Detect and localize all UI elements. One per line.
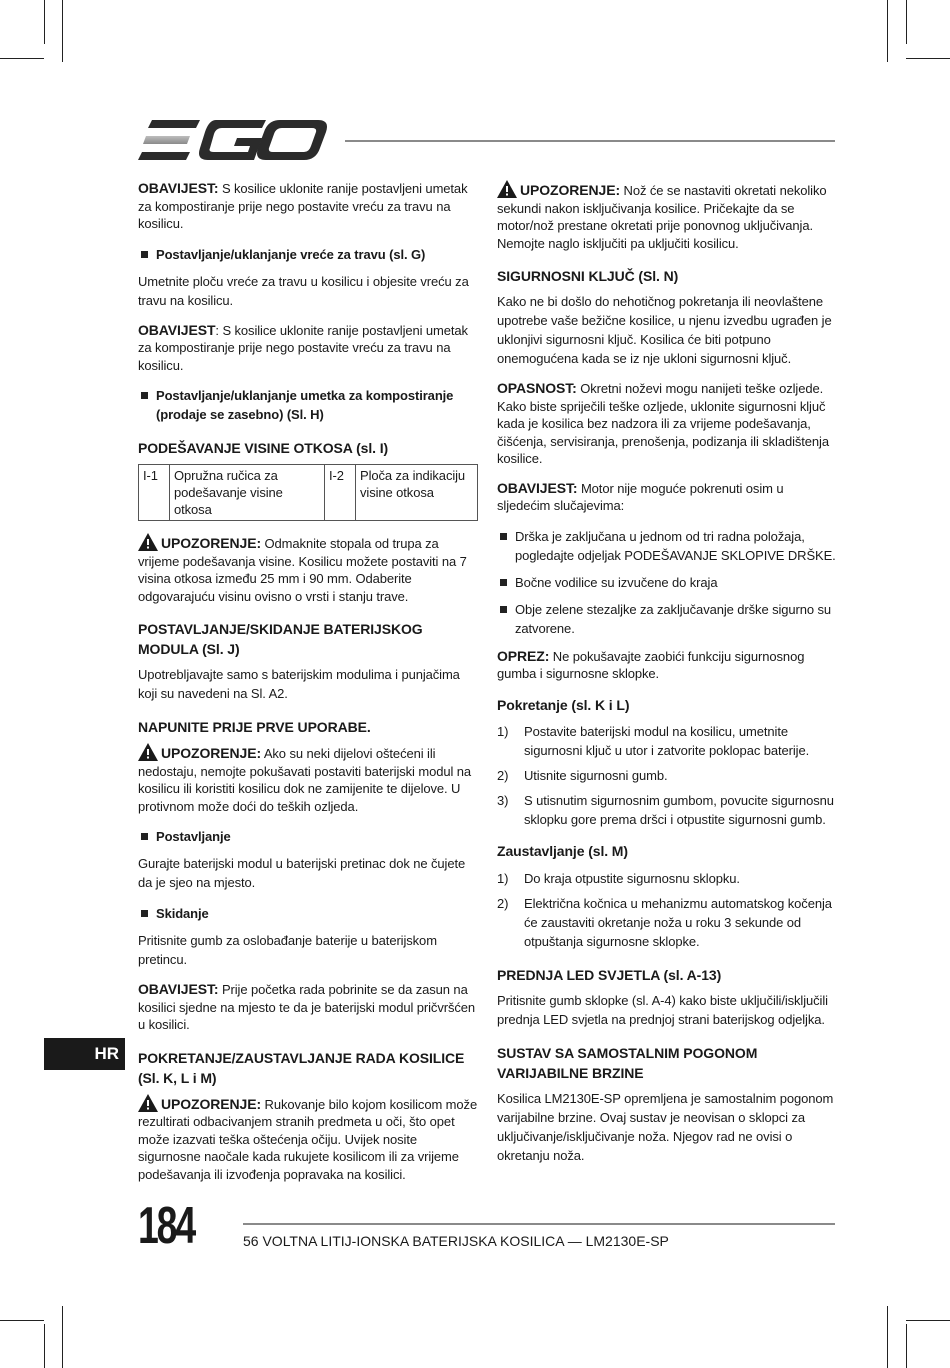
list-item: Obje zelene stezaljke za zaključavanje drške sigurno su zatvorene.	[497, 600, 837, 638]
footer-rule	[243, 1223, 835, 1225]
bullet-heading: Postavljanje/uklanjanje umetka za kompostiranje (prodaje se zasebno) (Sl. H)	[138, 386, 478, 424]
paragraph: Umetnite ploču vreće za travu u kosilicu i objesite vreću za travu na kosilicu.	[138, 273, 469, 308]
section-heading: SUSTAV SA SAMOSTALNIM POGONOM VARIJABILNE BRZINE	[497, 1044, 758, 1081]
warning-paragraph: UPOZORENJE: Odmaknite stopala od trupa za vrijeme podešavanja visine. Kosilicu možete postaviti na 7 visina otkosa između 25 mm i 90 mm. Odaberite odgovarajuću visinu ovisno o vrsti i stanju trave.	[138, 535, 467, 604]
notice-paragraph: OBAVIJEST: Motor nije moguće pokrenuti osim u sljedećim slučajevima:	[497, 479, 784, 513]
warning-icon	[138, 533, 158, 551]
crop-mark	[887, 0, 888, 62]
warning-icon	[138, 743, 158, 761]
paragraph: Kosilica LM2130E-SP opremljena je samostalnim pogonom varijabilne brzine. Ovaj sustav je neovisan o sklopci za uključivanje/isključivanje noža. Njegov rad ne ovisi o okretanju noža.	[497, 1090, 834, 1163]
list-item: 1) Postavite baterijski modul na kosilicu, umetnite sigurnosni ključ u utor i zatvorite poklopac baterije.	[497, 724, 810, 758]
ego-logo	[138, 118, 328, 162]
warning-icon	[138, 1094, 158, 1112]
paragraph: Kako ne bi došlo do nehotičnog pokretanja ili neovlaštene upotrebe vaše bežične kosilice, u njenu izvedbu ugrađen je uklonjivi sigurnosni ključ. Kosilica će biti potpuno onemogućena kada se iz nje ukloni sigurnosni ključ.	[497, 294, 832, 366]
section-heading: SIGURNOSNI KLJUČ (Sl. N)	[497, 268, 679, 284]
page-number: 184	[138, 1197, 194, 1255]
crop-mark	[0, 58, 44, 59]
section-heading: POSTAVLJANJE/SKIDANJE BATERIJSKOG MODULA (Sl. J)	[138, 621, 423, 657]
crop-mark	[44, 1324, 45, 1368]
danger-paragraph: OPASNOST: Okretni noževi mogu nanijeti teške ozljede. Kako biste spriječili teške ozljede, uklonite sigurnosni ključ kada je kosilica bez nadzora ili za vrijeme podešavanja, čišćenja, servisiranja, prenošenja, podizanja ili skladištenja kosilice.	[497, 380, 829, 466]
notice-paragraph: OBAVIJEST: S kosilice uklonite ranije postavljeni umetak za kompostiranje prije nego postavite vreću za travu na kosilicu.	[138, 321, 468, 373]
paragraph: Upotrebljavajte samo s baterijskim modulima i punjačima koji su navedeni na Sl. A2.	[138, 667, 460, 701]
crop-mark	[44, 0, 45, 44]
paragraph: Gurajte baterijski modul u baterijski pretinac dok ne čujete da je sjeo na mjesto.	[138, 856, 466, 890]
list-item: 2) Električna kočnica u mehanizmu automatskog kočenja će zaustaviti okretanje noža u roku 3 sekunde od otpuštanja sigurnosne sklopke.	[497, 895, 832, 949]
table-cell: I-1	[139, 465, 170, 521]
section-heading: POKRETANJE/ZAUSTAVLJANJE RADA KOSILICE (Sl. K, L i M)	[138, 1049, 465, 1086]
paragraph: Pritisnite gumb za oslobađanje baterije u baterijskom pretincu.	[138, 933, 437, 967]
crop-mark	[62, 0, 63, 62]
table-cell: Opružna ručica za podešavanje visine otkosa	[170, 465, 325, 521]
footer-text: 56 VOLTNA LITIJ-IONSKA BATERIJSKA KOSILICA — LM2130E-SP	[243, 1233, 669, 1249]
crop-mark	[906, 1320, 950, 1321]
list-item: Bočne vodilice su izvučene do kraja	[497, 573, 837, 592]
crop-mark	[62, 1306, 63, 1368]
paragraph: Pritisnite gumb sklopke (sl. A-4) kako biste uključili/isključili prednja LED svjetla na prednjoj strani baterijskog odjeljka.	[497, 992, 828, 1027]
crop-mark	[887, 1306, 888, 1368]
section-heading: PODEŠAVANJE VISINE OTKOSA (sl. I)	[138, 440, 389, 456]
list-item: 1) Do kraja otpustite sigurnosnu sklopku.	[497, 870, 740, 886]
notice-paragraph: OBAVIJEST: S kosilice uklonite ranije postavljeni umetak za kompostiranje prije nego postavite vreću za travu na kosilicu.	[138, 180, 468, 231]
subsection-heading: Zaustavljanje (sl. M)	[497, 843, 628, 859]
section-heading: PREDNJA LED SVJETLA (sl. A-13)	[497, 966, 722, 983]
bullet-heading: Postavljanje	[138, 827, 478, 846]
right-column	[497, 180, 837, 1177]
table-cell: Ploča za indikaciju visine otkosa	[356, 465, 478, 521]
list-item: 2) Utisnite sigurnosni gumb.	[497, 768, 668, 783]
left-column	[138, 180, 478, 1195]
bullet-heading: Postavljanje/uklanjanje vreće za travu (sl. G)	[138, 245, 478, 264]
crop-mark	[906, 1324, 907, 1368]
notice-paragraph: OBAVIJEST: Prije početka rada pobrinite se da zasun na kosilici sjedne na mjesto te da je baterijski modul pričvršćen u kosilici.	[138, 981, 476, 1032]
crop-mark	[906, 58, 950, 59]
language-tab: HR	[44, 1038, 125, 1070]
header-rule	[345, 140, 835, 142]
crop-mark	[0, 1320, 44, 1321]
subsection-heading: Pokretanje (sl. K i L)	[497, 696, 630, 713]
list-item: Drška je zaključana u jednom od tri radna položaja, pogledajte odjeljak PODEŠAVANJE SKLOPIVE DRŠKE.	[497, 527, 837, 565]
section-heading: NAPUNITE PRIJE PRVE UPORABE.	[138, 719, 371, 735]
warning-paragraph: UPOZORENJE: Ako su neki dijelovi oštećeni ili nedostaju, nemojte pokušavati postaviti baterijski modul na kosilicu ili koristiti kosilicu dok ne zamijenite te dijelove. U protivnom može doći do teških ozljeda.	[138, 745, 472, 814]
warning-paragraph: UPOZORENJE: Nož će se nastaviti okretati nekoliko sekundi nakon isključivanja kosilice. Pričekajte da se motor/nož prestane okretati prije ponovnog uključivanja. Nemojte naglo isključiti pa uključiti kosilicu.	[497, 182, 827, 251]
table-cell: I-2	[325, 465, 356, 521]
list-item: 3) S utisnutim sigurnosnim gumbom, povucite sigurnosnu sklopku gore prema dršci i otpustite sigurnosni gumb.	[497, 793, 834, 827]
warning-paragraph: UPOZORENJE: Rukovanje bilo kojom kosilicom može rezultirati odbacivanjem stranih predmeta u oči, što opet može izazvati teška oštećenja očiju. Uvijek nosite sigurnosne naočale kada rukujete kosilicom ili za vrijeme podešavanja ili izvođenja popravaka na kosilici.	[138, 1095, 478, 1182]
caution-paragraph: OPREZ: Ne pokušavajte zaobići funkciju sigurnosnog gumba i sigurnosne sklopke.	[497, 647, 805, 681]
crop-mark	[906, 0, 907, 44]
parts-table	[138, 464, 478, 521]
warning-icon	[497, 180, 517, 198]
bullet-heading: Skidanje	[138, 904, 478, 923]
